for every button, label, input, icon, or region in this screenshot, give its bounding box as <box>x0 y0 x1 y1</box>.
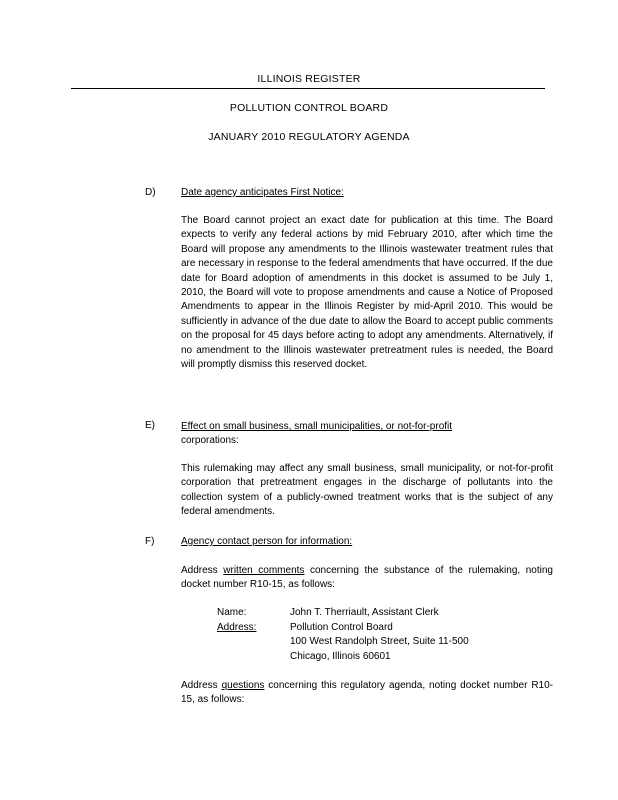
questions-underlined: questions <box>221 680 265 691</box>
section-d-heading-text: Date agency anticipates First Notice: <box>181 187 344 198</box>
section-e-heading-line1: Effect on small business, small municipalities, or not-for-profit <box>181 421 453 432</box>
written-comments-post: concerning the substance of the rulemaking, noting docket number R10-15, as follows: <box>181 565 553 591</box>
section-d-body: The Board cannot project an exact date for publication at this time. The Board expects to verify any federal actions by mid February 2010, after which time the Board will propose any amendments to the Illinois wastewater treatment rules that are necessary in response to the federal amendments that have occurred. If the due date for Board adoption of amendments in this docket is assumed to be July 1, 2010, the Board will vote to propose amendments and cause a Notice of Proposed Amendments to appear in the Illinois Register by mid-April 2010. This would be sufficiently in advance of the due date to allow the Board to accept public comments on the proposal for 45 days before acting to adopt any amendments. Alternatively, if no amendment to the Illinois wastewater pretreatment rules is needed, the Board will promptly dismiss this reserved docket. <box>181 215 553 371</box>
header-rule <box>71 88 545 89</box>
section-e-letter: E) <box>145 420 155 431</box>
contact-name-value: John T. Therriault, Assistant Clerk <box>290 607 439 618</box>
written-comments-pre: Address <box>181 565 224 576</box>
section-e-heading-line2: corporations: <box>181 435 239 446</box>
contact-address-line-3: Chicago, Illinois 60601 <box>290 650 391 662</box>
register-title: ILLINOIS REGISTER <box>257 73 361 85</box>
section-d-letter: D) <box>145 187 156 198</box>
written-comments-paragraph <box>181 564 553 593</box>
contact-address-label: Address: <box>217 621 257 633</box>
contact-spacer <box>217 635 290 650</box>
questions-post: concerning this regulatory agenda, noting docket number R10-15, as follows: <box>181 680 553 706</box>
written-comments-underlined: written comments <box>223 565 305 576</box>
agenda-title: JANUARY 2010 REGULATORY AGENDA <box>208 131 410 143</box>
section-e-heading <box>181 420 452 448</box>
section-e-body: This rulemaking may affect any small business, small municipality, or not-for-profit corporation that pretreatment engages in the discharge of pollutants into the collection system of a publicly-owned treatment works that is the subject of any federal amendments. <box>181 463 553 518</box>
board-title: POLLUTION CONTROL BOARD <box>229 102 389 114</box>
questions-paragraph <box>181 679 553 708</box>
contact-spacer <box>217 650 290 665</box>
section-f-letter: F) <box>145 536 155 547</box>
contact-block <box>217 606 469 664</box>
section-f-heading <box>181 536 352 547</box>
section-d-heading <box>181 187 344 198</box>
contact-address-row-2 <box>217 635 469 650</box>
contact-address-row-3 <box>217 650 469 665</box>
contact-address-line-2: 100 West Randolph Street, Suite 11-500 <box>290 636 469 648</box>
contact-address-line-1: Pollution Control Board <box>290 621 393 633</box>
questions-pre: Address <box>181 680 222 691</box>
section-f-heading-text: Agency contact person for information: <box>181 536 353 547</box>
contact-address-row <box>217 621 469 636</box>
contact-name-label: Name: <box>217 607 247 618</box>
contact-name-row <box>217 606 469 621</box>
